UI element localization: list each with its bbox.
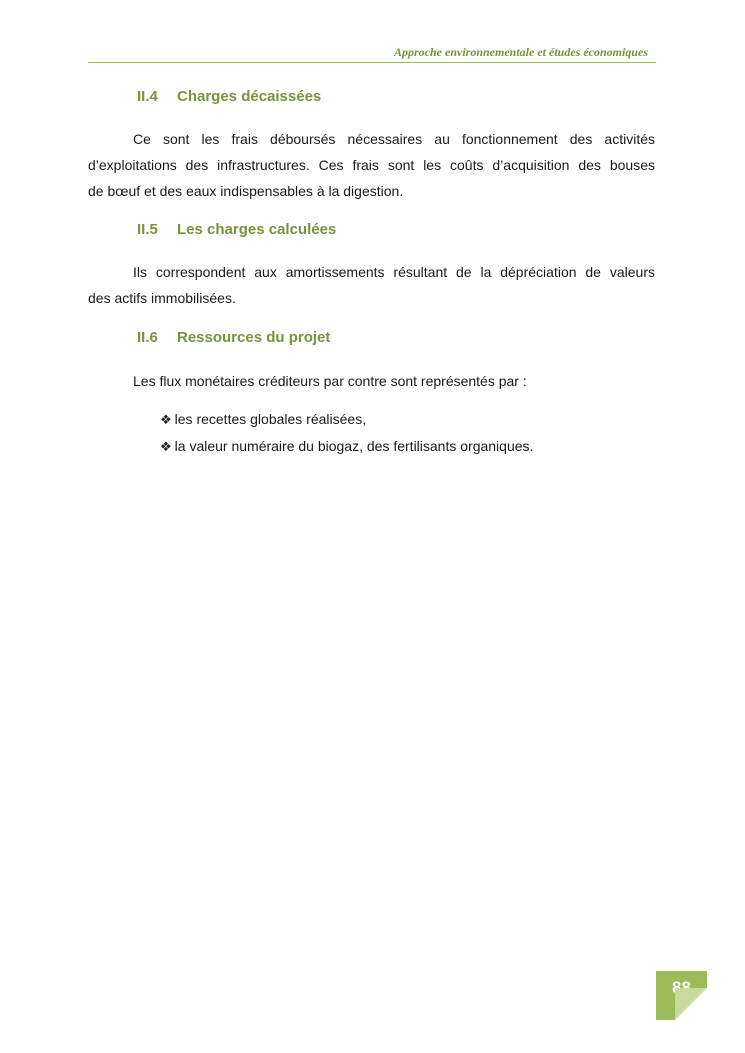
header-title: Approche environnementale et études économiques <box>394 45 648 59</box>
paragraph-ressources-intro: Les flux monétaires créditeurs par contre sont représentés par : <box>133 373 527 389</box>
section-title: Les charges calculées <box>177 221 337 238</box>
running-header <box>88 44 656 63</box>
paragraph-charges-calculees <box>88 259 655 311</box>
page-number: 88 <box>672 978 691 997</box>
section-heading-ii4 <box>137 88 321 105</box>
section-heading-ii5 <box>137 221 336 238</box>
paragraph-line: Ce sont les frais déboursés nécessaires au fonctionnement des activités <box>133 131 655 147</box>
list-item <box>160 409 533 436</box>
paragraph-line: Ils correspondent aux amortissements résultant de la dépréciation de valeurs <box>133 264 655 280</box>
section-title: Ressources du projet <box>177 329 331 346</box>
section-number: II.6 <box>137 329 158 346</box>
list-item-text: les recettes globales réalisées, <box>174 411 367 427</box>
paragraph-line: d’exploitations des infrastructures. Ces frais sont les coûts d’acquisition des bouses <box>88 157 655 173</box>
section-number: II.4 <box>137 88 158 105</box>
bullet-list <box>160 409 533 463</box>
section-title: Charges décaissées <box>177 88 322 105</box>
paragraph-line: des actifs immobilisées. <box>88 290 236 306</box>
section-number: II.5 <box>137 221 158 238</box>
paragraph-line: de bœuf et des eaux indispensables à la digestion. <box>88 183 404 199</box>
page-corner-fold <box>675 988 707 1020</box>
diamond-bullet-icon: ❖ <box>160 439 172 454</box>
page-number-badge <box>656 971 707 1020</box>
paragraph-charges-decaissees <box>88 126 655 204</box>
list-item <box>160 436 533 463</box>
section-heading-ii6 <box>137 329 330 346</box>
list-item-text: la valeur numéraire du biogaz, des fertilisants organiques. <box>174 438 534 454</box>
diamond-bullet-icon: ❖ <box>160 412 172 427</box>
